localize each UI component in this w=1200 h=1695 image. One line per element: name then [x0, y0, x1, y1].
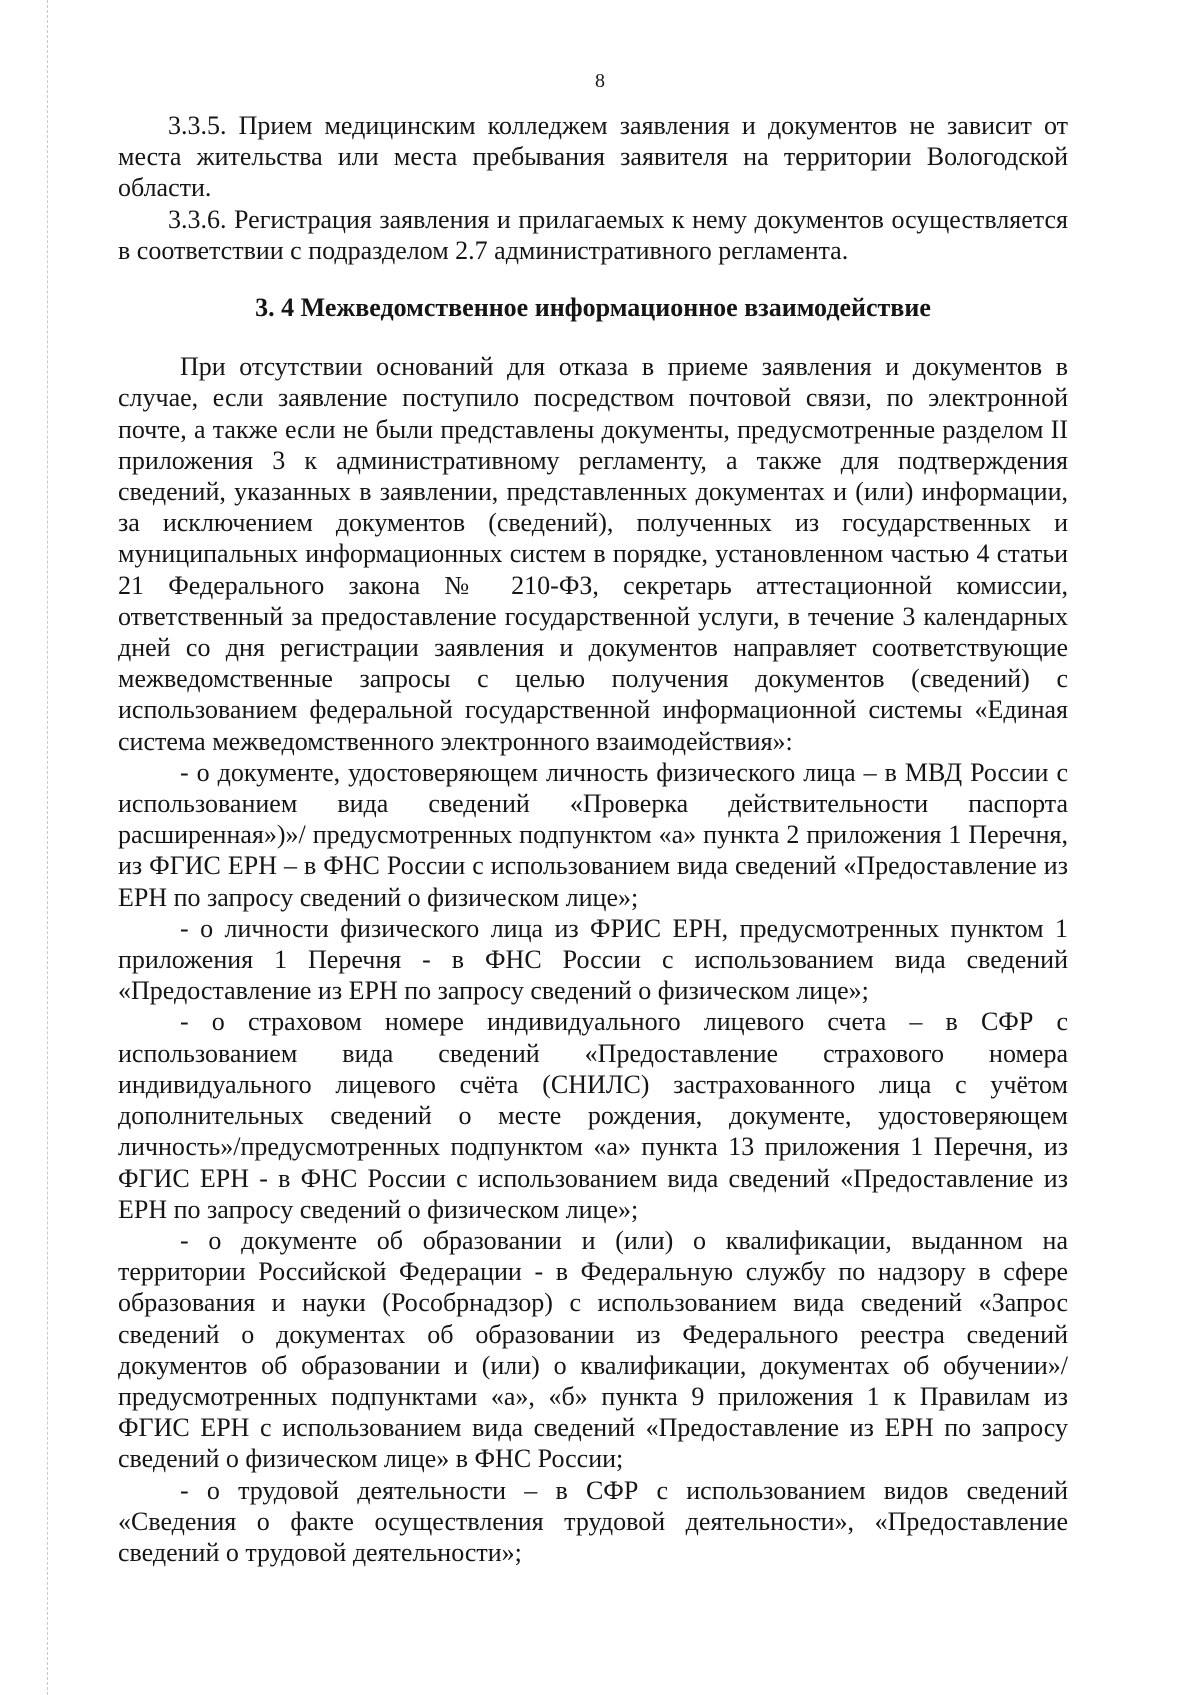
list-item-identity-document: - о документе, удостоверяющем личность физического лица – в МВД России с использованием вида сведений «Проверка действительности паспорта расширенная»)»/ предусмотренных подпунктом «а» пункта 2 приложения 1 Перечня, из ФГИС ЕРН – в ФНС России с использованием вида сведений «Предоставление из ЕРН по запросу сведений о физическом лице»; [118, 757, 1068, 912]
list-item-education-document: - о документе об образовании и (или) о квалификации, выданном на территории Российской Федерации - в Федеральную службу по надзору в сфере образования и науки (Рособрнадзор) с использованием вида сведений «Запрос сведений о документах об образовании из Федерального реестра сведений документов об образовании и (или) о квалификации, документах об обучении»/предусмотренных подпунктами «а», «б» пункта 9 приложения 1 к Правилам из ФГИС ЕРН с использованием вида сведений «Предоставление из ЕРН по запросу сведений о физическом лице» в ФНС России; [118, 1225, 1068, 1474]
document-body [118, 110, 1068, 1568]
paragraph-3-3-6: 3.3.6. Регистрация заявления и прилагаемых к нему документов осуществляется в соответствии с подразделом 2.7 административного регламента. [118, 204, 1068, 265]
page-number: 8 [595, 70, 605, 92]
main-paragraph: При отсутствии оснований для отказа в приеме заявления и документов в случае, если заявление поступило посредством почтовой связи, по электронной почте, а также если не были представлены документы, предусмотренные разделом II приложения 3 к административному регламенту, а также для подтверждения сведений, указанных в заявлении, представленных документах и (или) информации, за исключением документов (сведений), полученных из государственных и муниципальных информационных систем в порядке, установленном частью 4 статьи 21 Федерального закона № 210-ФЗ, секретарь аттестационной комиссии, ответственный за предоставление государственной услуги, в течение 3 календарных дней со дня регистрации заявления и документов направляет соответствующие межведомственные запросы с целью получения документов (сведений) с использованием федеральной государственной информационной системы «Единая система межведомственного электронного взаимодействия»: [118, 352, 1068, 756]
list-item-labor-activity: - о трудовой деятельности – в СФР с использованием видов сведений «Сведения о факте осуществления трудовой деятельности», «Предоставление сведений о трудовой деятельности»; [118, 1475, 1068, 1567]
section-heading: 3. 4 Межведомственное информационное взаимодействие [255, 293, 931, 323]
list-item-insurance-number: - о страховом номере индивидуального лицевого счета – в СФР с использованием вида сведений «Предоставление страхового номера индивидуального лицевого счёта (СНИЛС) застрахованного лица с учётом дополнительных сведений о месте рождения, документе, удостоверяющем личность»/предусмотренных подпунктом «а» пункта 13 приложения 1 Перечня, из ФГИС ЕРН - в ФНС России с использованием вида сведений «Предоставление из ЕРН по запросу сведений о физическом лице»; [118, 1007, 1068, 1224]
paragraph-3-3-5: 3.3.5. Прием медицинским колледжем заявления и документов не зависит от места жительства или места пребывания заявителя на территории Вологодской области. [118, 111, 1068, 203]
scan-edge-line [47, 0, 48, 1695]
list-item-personal-identity: - о личности физического лица из ФРИС ЕРН, предусмотренных пунктом 1 приложения 1 Перечня - в ФНС России с использованием вида сведений «Предоставление из ЕРН по запросу сведений о физическом лице»; [118, 913, 1068, 1006]
